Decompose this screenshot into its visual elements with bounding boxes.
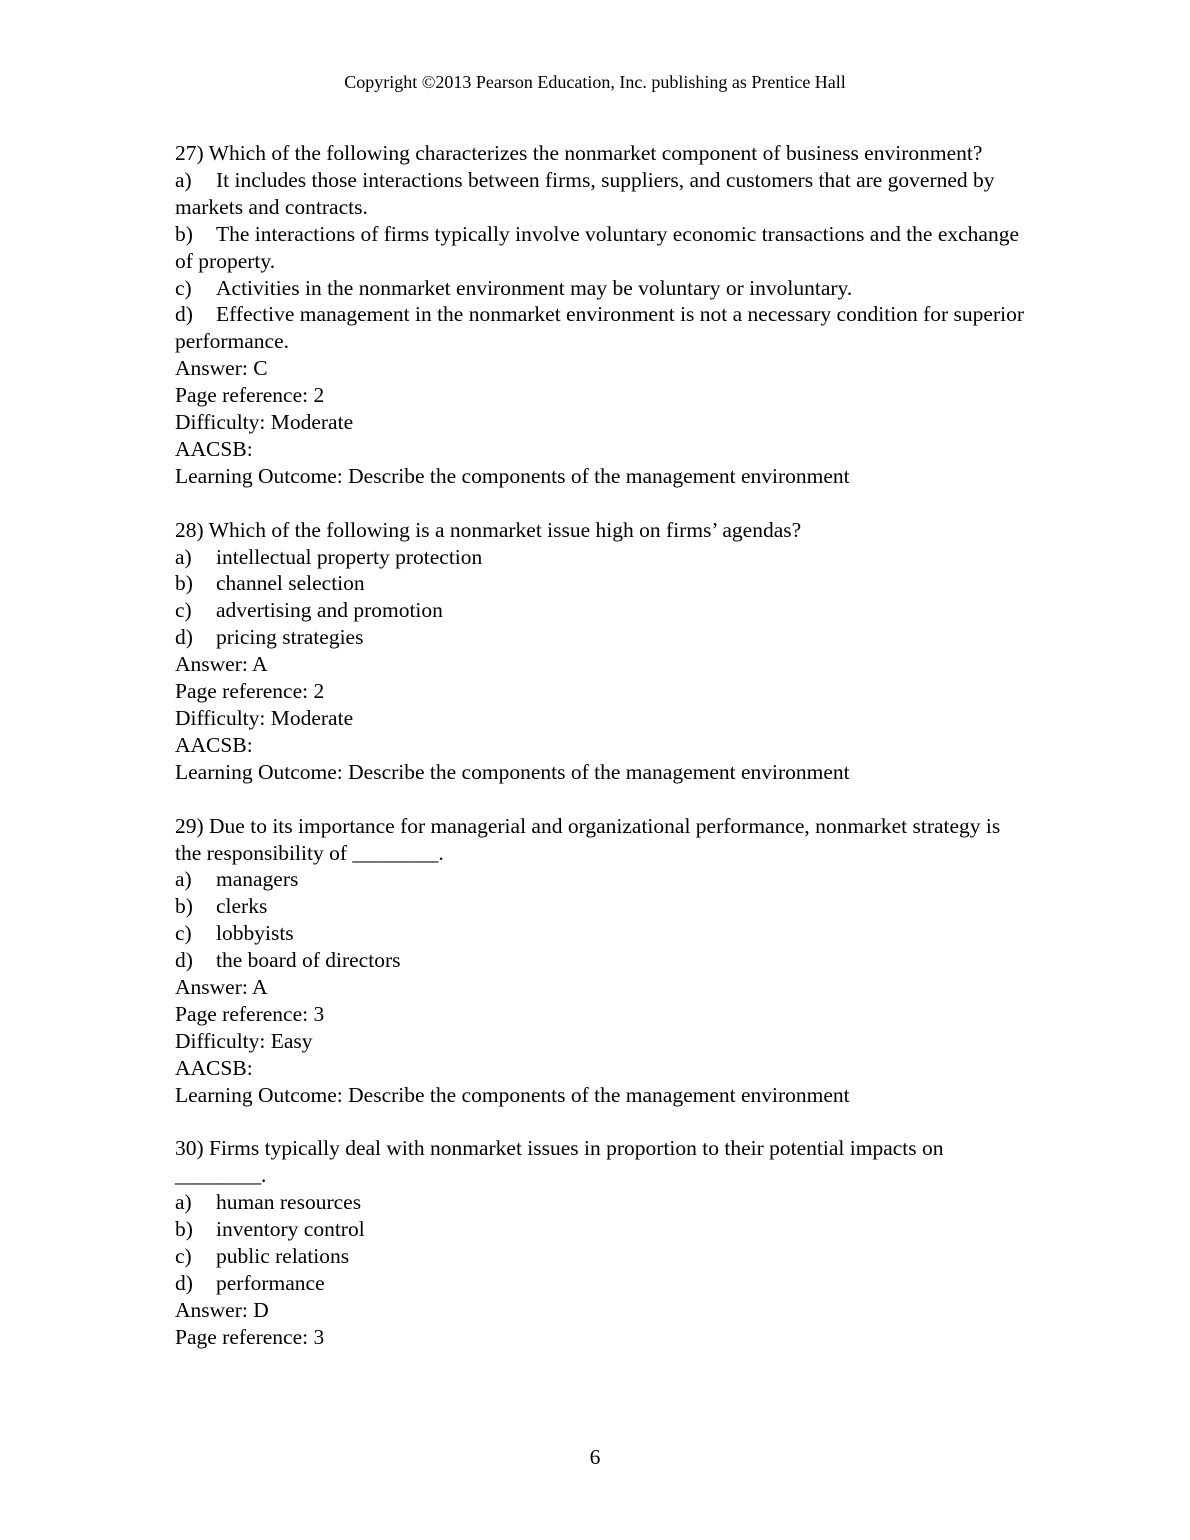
option-c (175, 597, 1025, 624)
option-a (175, 866, 1025, 893)
difficulty: Difficulty: Moderate (175, 706, 354, 731)
option-letter: a) (175, 167, 192, 192)
answer: Answer: A (175, 652, 268, 677)
difficulty: Difficulty: Moderate (175, 410, 354, 435)
option-text: performance (216, 1271, 325, 1296)
question-stem: 29) Due to its importance for managerial and organizational performance, nonmarket strategy is the responsibility of ________. (175, 813, 1001, 865)
learning-outcome: Learning Outcome: Describe the components of the management environment (175, 1082, 850, 1107)
option-text: Effective management in the nonmarket environment is not a necessary condition for superior performance. (175, 302, 1024, 354)
option-letter: c) (175, 275, 192, 300)
option-a (175, 167, 1025, 221)
option-b (175, 893, 1025, 920)
option-text: advertising and promotion (216, 598, 443, 623)
question-29 (175, 813, 1025, 1109)
option-c (175, 275, 1025, 302)
option-text: clerks (216, 894, 268, 919)
answer: Answer: D (175, 1297, 269, 1322)
question-28 (175, 517, 1025, 786)
option-letter: b) (175, 221, 193, 246)
aacsb: AACSB: (175, 436, 253, 461)
option-a (175, 1189, 1025, 1216)
option-letter: b) (175, 1217, 193, 1242)
option-letter: b) (175, 894, 193, 919)
option-text: public relations (216, 1244, 350, 1269)
option-letter: b) (175, 571, 193, 596)
learning-outcome: Learning Outcome: Describe the components of the management environment (175, 463, 850, 488)
option-d (175, 301, 1025, 355)
option-text: intellectual property protection (216, 544, 483, 569)
option-text: human resources (216, 1190, 362, 1215)
option-text: pricing strategies (216, 625, 364, 650)
option-d (175, 1270, 1025, 1297)
question-27 (175, 140, 1025, 490)
option-a (175, 544, 1025, 571)
option-text: managers (216, 867, 299, 892)
option-text: lobbyists (216, 921, 294, 946)
option-b (175, 1216, 1025, 1243)
page-reference: Page reference: 2 (175, 679, 325, 704)
option-text: Activities in the nonmarket environment may be voluntary or involuntary. (216, 275, 853, 300)
page-reference: Page reference: 3 (175, 1324, 325, 1349)
option-text: the board of directors (216, 948, 401, 973)
difficulty: Difficulty: Easy (175, 1028, 313, 1053)
question-list (175, 140, 1025, 1378)
option-d (175, 947, 1025, 974)
question-30 (175, 1135, 1025, 1350)
option-text: inventory control (216, 1217, 365, 1242)
option-c (175, 1243, 1025, 1270)
question-stem: 30) Firms typically deal with nonmarket issues in proportion to their potential impacts on ________. (175, 1136, 944, 1188)
aacsb: AACSB: (175, 732, 253, 757)
option-b (175, 221, 1025, 275)
option-d (175, 624, 1025, 651)
option-letter: a) (175, 867, 192, 892)
option-c (175, 920, 1025, 947)
copyright-header: Copyright ©2013 Pearson Education, Inc. publishing as Prentice Hall (344, 72, 846, 92)
question-stem: 28) Which of the following is a nonmarket issue high on firms’ agendas? (175, 517, 802, 542)
option-letter: c) (175, 1244, 192, 1269)
option-letter: a) (175, 544, 192, 569)
option-letter: d) (175, 948, 193, 973)
page-number: 6 (589, 1445, 601, 1469)
option-letter: a) (175, 1190, 192, 1215)
option-text: The interactions of firms typically involve voluntary economic transactions and the exchange of property. (175, 221, 1020, 273)
option-letter: c) (175, 921, 192, 946)
option-text: It includes those interactions between firms, suppliers, and customers that are governed by markets and contracts. (175, 167, 995, 219)
aacsb: AACSB: (175, 1055, 253, 1080)
option-letter: d) (175, 625, 193, 650)
page-reference: Page reference: 2 (175, 383, 325, 408)
option-b (175, 570, 1025, 597)
page-reference: Page reference: 3 (175, 1001, 325, 1026)
answer: Answer: A (175, 975, 268, 1000)
question-stem: 27) Which of the following characterizes the nonmarket component of business environment? (175, 141, 983, 165)
answer: Answer: C (175, 356, 268, 381)
option-letter: c) (175, 598, 192, 623)
option-text: channel selection (216, 571, 365, 596)
option-letter: d) (175, 1271, 193, 1296)
option-letter: d) (175, 302, 193, 327)
learning-outcome: Learning Outcome: Describe the components of the management environment (175, 759, 850, 784)
